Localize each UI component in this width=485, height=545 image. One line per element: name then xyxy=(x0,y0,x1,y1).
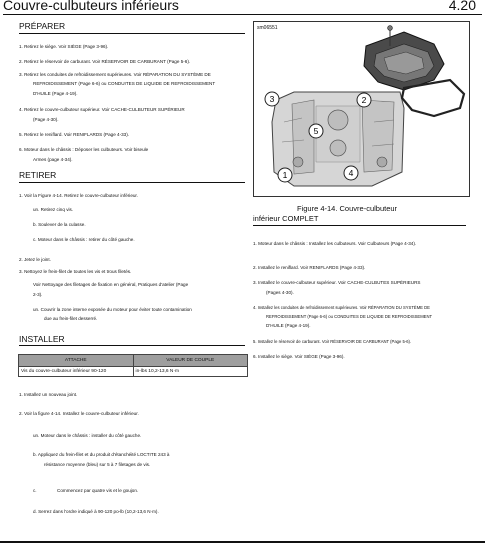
figure-4-14 xyxy=(253,21,470,197)
section-rule xyxy=(19,33,245,34)
retirer-substep-cont: due au frein-filet desserré. xyxy=(44,316,98,321)
retirer-step: 3. Nettoyez le frein-filet de toutes les vis et trous filetés. xyxy=(19,269,132,274)
retirer-substep: b. Soulever de la culasse. xyxy=(33,222,86,227)
section-rule xyxy=(19,345,245,346)
installer-substep-cont: résistance moyenne (bleu) sur 5 à 7 filetages de vis. xyxy=(44,462,151,467)
callout-3 xyxy=(265,92,279,106)
installer-substep: d. Serrez dans l'ordre indiqué à 90-120 po-lb (10,2-13,6 N·m). xyxy=(33,509,159,514)
svg-text:2: 2 xyxy=(361,95,367,105)
installer-step: 2. Voir la figure 4-14. Installez le couvre-culbuteur inférieur. xyxy=(19,411,139,416)
table-row xyxy=(19,367,248,377)
complet-step: 5. Installez le réservoir de carburant. Voir RÉSERVOIR DE CARBURANT (Page 5-6). xyxy=(253,339,412,344)
torque-table-header-attache: ATTACHE xyxy=(19,355,134,367)
retirer-step: 1. Voir la Figure 4-14. Retirez le couvre-culbuteur inférieur. xyxy=(19,193,138,198)
callout-1 xyxy=(278,168,292,182)
section-heading-preparer: PRÉPARER xyxy=(19,21,66,31)
preparer-step: 6. Moteur dans le châssis : Déposer les culbuteurs. Voir biseule xyxy=(19,147,149,152)
table-cell: in-lbs 10,2-13,6 N·m xyxy=(133,367,248,377)
preparer-step-cont: (Page 4-30). xyxy=(33,117,59,122)
figure-id: sm06551 xyxy=(257,25,278,31)
preparer-step-cont: D'HUILE (Page 4-19). xyxy=(33,91,78,96)
preparer-step: 3. Retirez les conduites de refroidissement supérieures. Voir RÉPARATION DU SYSTÈME DE xyxy=(19,72,211,77)
preparer-step-cont: Armes (page 4-34). xyxy=(33,157,73,162)
table-cell: Vis du couvre-culbuteur inférieur 90-120 xyxy=(19,367,134,377)
callout-2 xyxy=(357,93,371,107)
callout-5 xyxy=(309,124,323,138)
complet-step: 6. Installez le siège. Voir SIÈGE (Page 3-96). xyxy=(253,354,345,359)
preparer-step-cont: REFROIDISSEMENT (Page 6-6) ou CONDUITES DE LIQUIDE DE REFROIDISSEMENT xyxy=(33,81,216,86)
retirer-step: 2. Jetez le joint. xyxy=(19,257,51,262)
complet-step: 2. Installez le reniflard. Voir RENIFLARDS (Page 4-33). xyxy=(253,265,366,270)
retirer-note: Voir Nettoyage des filetages de fixation en général, Pratiques d'atelier (Page xyxy=(33,282,189,287)
svg-text:4: 4 xyxy=(348,168,354,178)
preparer-step: 1. Retirez le siège. Voir SIÈGE (Page 3-96). xyxy=(19,44,109,49)
complet-step: 1. Moteur dans le châssis : Installez les culbuteurs. Voir Culbuteurs (Page 4-34). xyxy=(253,241,417,246)
retirer-substep: c. Moteur dans le châssis : retirer du côté gauche. xyxy=(33,237,135,242)
complet-step-cont: (Pages 4-30). xyxy=(266,290,294,295)
section-heading-complet: inférieur COMPLET xyxy=(253,214,319,223)
page-bottom-rule xyxy=(0,541,485,543)
section-heading-retirer: RETIRER xyxy=(19,170,57,180)
complet-step: 4. Installez les conduites de refroidissement supérieures. Voir RÉPARATION DU SYSTÈME DE xyxy=(253,305,430,310)
installer-substep-letter: c. xyxy=(33,488,37,493)
installer-substep: b. Appliquez du frein-filet et du produit d'étanchéité LOCTITE 243 à xyxy=(33,452,170,457)
torque-table-header-valeur: VALEUR DE COUPLE xyxy=(133,355,248,367)
cylinder-head-drawing xyxy=(254,22,469,196)
installer-substep: un. Moteur dans le châssis : installer du côté gauche. xyxy=(33,433,142,438)
figure-caption: Figure 4-14. Couvre-culbuteur xyxy=(297,204,398,213)
page-number: 4.20 xyxy=(448,0,476,13)
preparer-step: 4. Retirez le couvre-culbuteur supérieur. Voir CACHE-CULBUTEUR SUPÉRIEUR xyxy=(19,107,185,112)
retirer-note-cont: 2-3). xyxy=(33,292,43,297)
section-heading-installer: INSTALLER xyxy=(19,334,65,344)
preparer-step: 5. Retirez le reniflard. Voir RENIFLARDS (Page 4-33). xyxy=(19,132,130,137)
page-header xyxy=(3,0,482,15)
callout-4 xyxy=(344,166,358,180)
retirer-substep: un. Retirez cinq vis. xyxy=(33,207,74,212)
installer-substep-text: Commencez par quatre vis et le goujon. xyxy=(57,488,139,493)
installer-step: 1. Installez un nouveau joint. xyxy=(19,392,78,397)
torque-table xyxy=(18,354,248,377)
complet-step-cont: D'HUILE (Page 4-19). xyxy=(266,323,311,328)
svg-text:5: 5 xyxy=(313,126,319,136)
section-rule xyxy=(19,182,245,183)
retirer-substep: un. Couvrir la zone interne exposée du moteur pour éviter toute contamination xyxy=(33,307,192,312)
complet-step: 3. Installez le couvre-culbuteur supérieur. Voir CACHE-CULBUTES SUPÉRIEURS xyxy=(253,280,421,285)
section-rule xyxy=(253,225,466,226)
page-title: Couvre-culbuteurs inférieurs xyxy=(3,0,179,13)
svg-text:1: 1 xyxy=(282,170,288,180)
preparer-step: 2. Retirez le réservoir de carburant. Voir RÉSERVOIR DE CARBURANT (Page 5-6). xyxy=(19,59,191,64)
complet-step-cont: REFROIDISSEMENT (Page 6-6) ou CONDUITES DE LIQUIDE DE REFROIDISSEMENT xyxy=(266,314,433,319)
svg-text:3: 3 xyxy=(269,94,275,104)
